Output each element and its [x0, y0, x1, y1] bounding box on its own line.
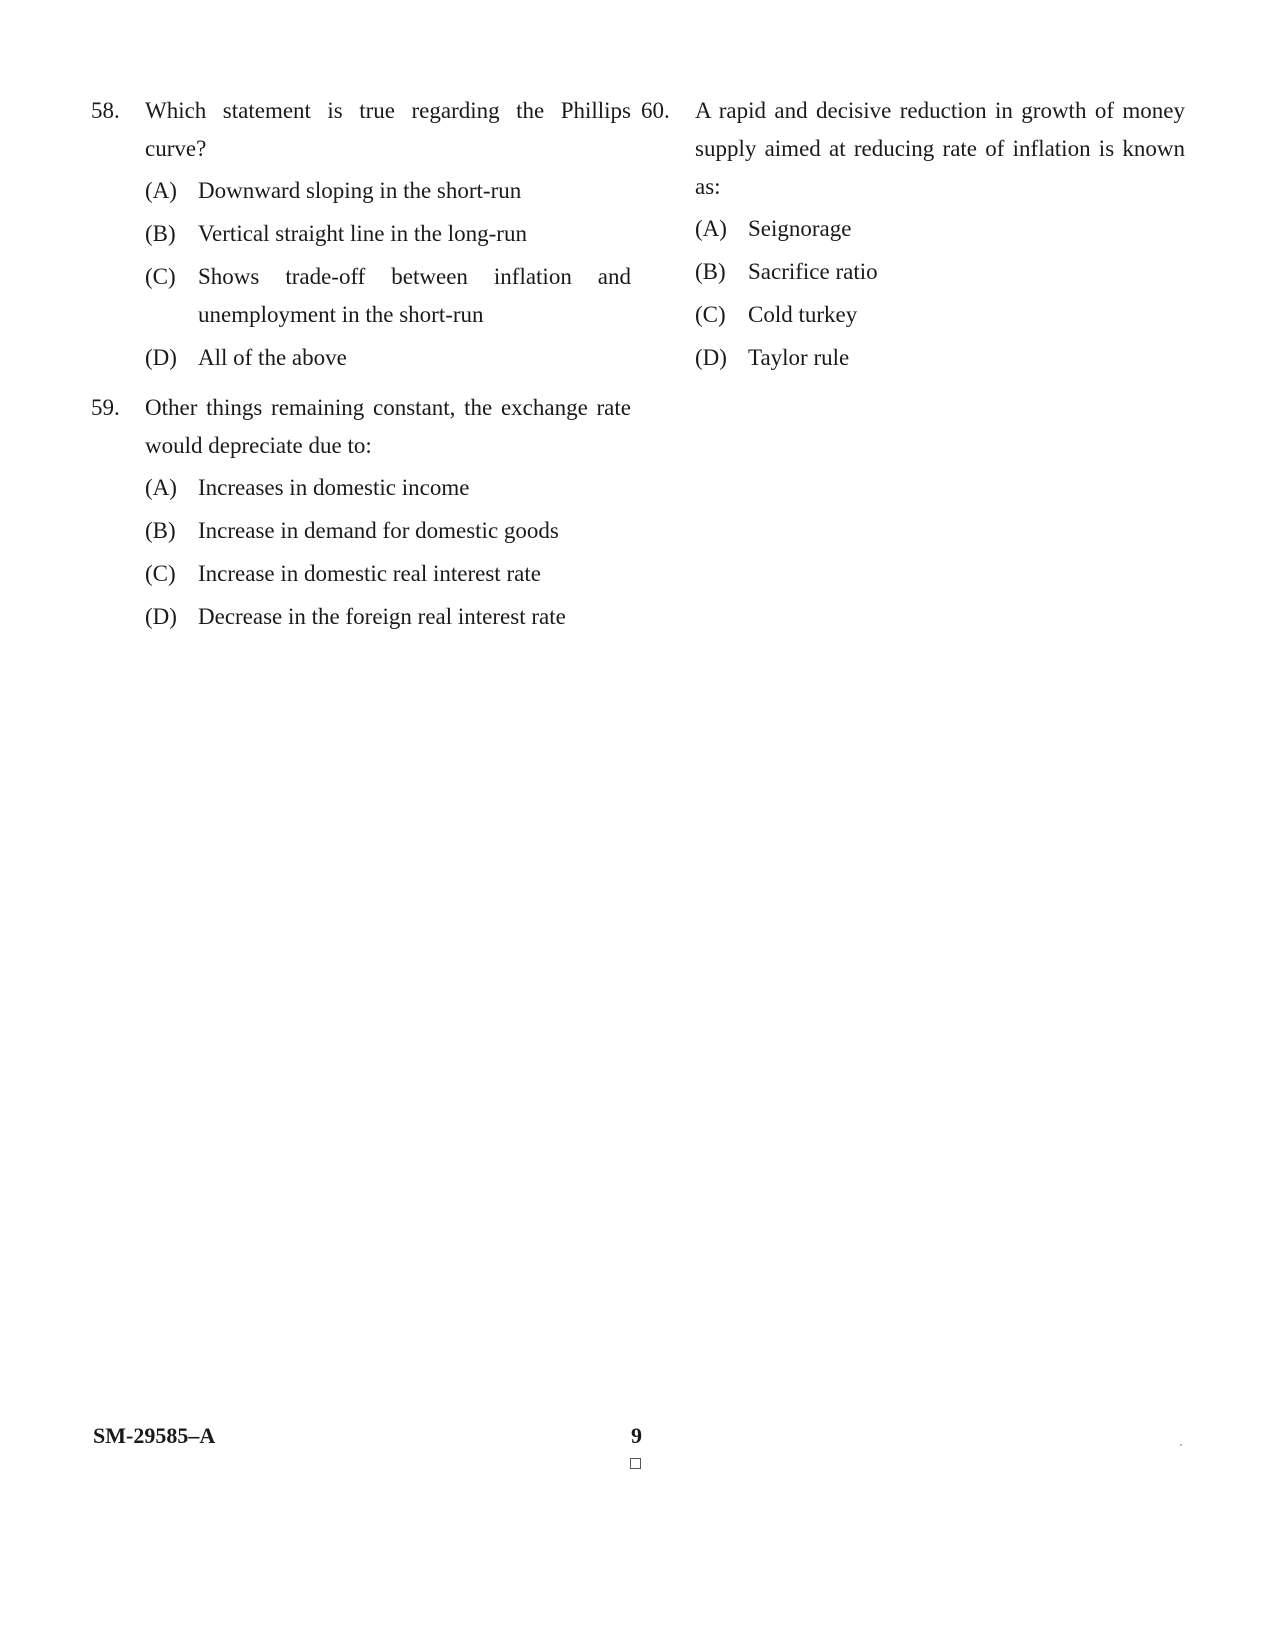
question-60	[641, 92, 1185, 377]
scan-dot	[1180, 1444, 1182, 1446]
option-text: Increases in domestic income	[198, 475, 470, 500]
right-column	[641, 92, 1185, 389]
option-label: (A)	[695, 216, 727, 241]
option-label: (A)	[145, 475, 177, 500]
option-list	[695, 210, 1185, 377]
question-text: Which statement is true regarding the Phillips curve?	[145, 98, 631, 161]
option-label: (C)	[695, 302, 726, 327]
question-text: A rapid and decisive reduction in growth of money supply aimed at reducing rate of inflation is known as:	[695, 98, 1185, 199]
option-text: Sacrifice ratio	[748, 259, 878, 284]
option-label: (C)	[145, 561, 176, 586]
square-box-icon	[630, 1458, 641, 1469]
option-label: (B)	[145, 518, 176, 543]
option-a	[145, 469, 631, 507]
option-text: Increase in demand for domestic goods	[198, 518, 559, 543]
option-text: Downward sloping in the short-run	[198, 178, 522, 203]
option-b	[145, 215, 631, 253]
question-number: 58.	[91, 98, 120, 123]
question-text: Other things remaining constant, the exchange rate would depreciate due to:	[145, 395, 631, 458]
option-b	[145, 512, 631, 550]
option-label: (D)	[695, 345, 727, 370]
option-text: Cold turkey	[748, 302, 858, 327]
option-c	[145, 555, 631, 593]
question-58	[91, 92, 631, 377]
option-list	[145, 469, 631, 636]
option-text: Seignorage	[748, 216, 852, 241]
question-number: 59.	[91, 395, 120, 420]
option-text: Increase in domestic real interest rate	[198, 561, 541, 586]
option-c	[145, 258, 631, 334]
option-a	[145, 172, 631, 210]
option-text: Shows trade-off between inflation and unemployment in the short-run	[198, 264, 631, 327]
option-text: Decrease in the foreign real interest rate	[198, 604, 566, 629]
booklet-code: SM-29585–A	[93, 1423, 216, 1448]
option-c	[695, 296, 1185, 334]
option-a	[695, 210, 1185, 248]
option-text: Taylor rule	[748, 345, 850, 370]
option-label: (D)	[145, 604, 177, 629]
option-text: All of the above	[198, 345, 347, 370]
question-59	[91, 389, 631, 636]
page-number: 9	[631, 1423, 642, 1448]
option-d	[145, 339, 631, 377]
option-text: Vertical straight line in the long-run	[198, 221, 527, 246]
option-label: (B)	[695, 259, 726, 284]
option-d	[145, 598, 631, 636]
option-label: (C)	[145, 264, 176, 289]
option-label: (B)	[145, 221, 176, 246]
option-d	[695, 339, 1185, 377]
option-list	[145, 172, 631, 377]
left-column	[91, 92, 631, 648]
question-number: 60.	[641, 98, 670, 123]
option-b	[695, 253, 1185, 291]
option-label: (A)	[145, 178, 177, 203]
option-label: (D)	[145, 345, 177, 370]
